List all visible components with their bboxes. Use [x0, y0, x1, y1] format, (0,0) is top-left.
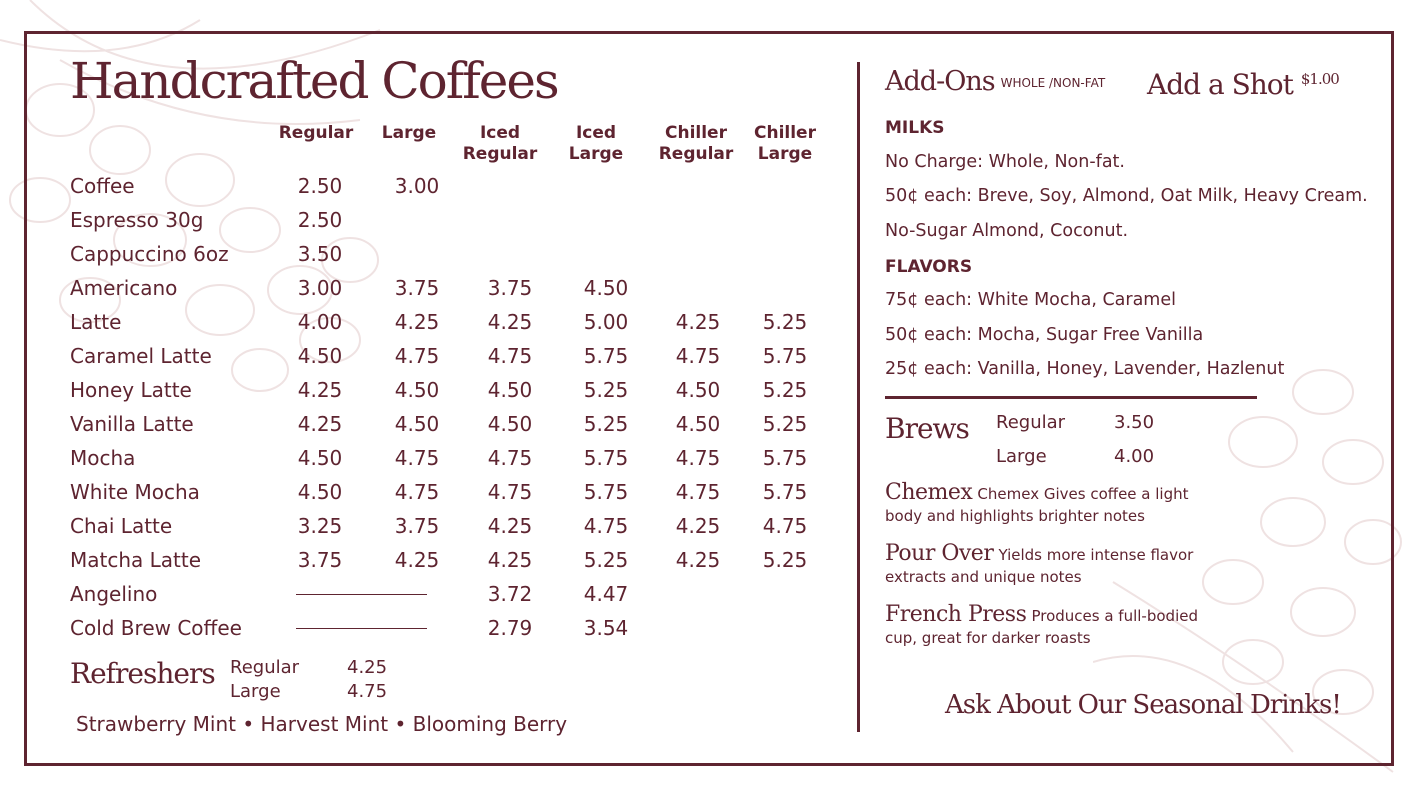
method-chemex-desc-2: body and highlights brighter notes: [885, 507, 1145, 525]
item-price: 2.79: [487, 616, 533, 640]
column-header-iced-regular: Iced Regular: [462, 123, 538, 164]
not-available-line: [296, 628, 427, 629]
item-price: 4.75: [762, 514, 808, 538]
table-row: [70, 169, 830, 203]
item-price: 4.25: [675, 548, 721, 572]
method-chemex-desc-1: Chemex Gives coffee a light: [977, 485, 1189, 503]
addons-title: [885, 66, 1105, 97]
item-price: 4.75: [675, 344, 721, 368]
column-header-large: Large: [381, 123, 437, 143]
item-price: 4.75: [487, 344, 533, 368]
item-price: 4.75: [394, 480, 440, 504]
item-name: Chai Latte: [70, 514, 173, 538]
item-price: 5.25: [583, 548, 629, 572]
refreshers-regular-label: Regular: [230, 657, 300, 678]
table-row: [70, 611, 830, 645]
method-pour-over-desc-2: extracts and unique notes: [885, 568, 1082, 586]
column-header-regular: Regular: [278, 123, 354, 143]
item-price: 4.25: [487, 514, 533, 538]
item-price: 5.25: [583, 378, 629, 402]
item-name: Cold Brew Coffee: [70, 616, 242, 640]
item-price: 5.25: [762, 412, 808, 436]
table-row: [70, 441, 830, 475]
table-row: [70, 475, 830, 509]
flavors-line-1: 75¢ each: White Mocha, Caramel: [885, 290, 1176, 310]
item-name: Mocha: [70, 446, 136, 470]
item-price: 4.50: [394, 378, 440, 402]
flavors-line-3: 25¢ each: Vanilla, Honey, Lavender, Hazlenut: [885, 359, 1285, 379]
addons-subtitle: WHOLE /NON-FAT: [1000, 75, 1106, 90]
brews-title: Brews: [885, 412, 969, 445]
milks-line-1: No Charge: Whole, Non-fat.: [885, 152, 1125, 172]
item-price: 5.25: [762, 548, 808, 572]
method-pour-over-desc-1: Yields more intense flavor: [998, 546, 1194, 564]
item-price: 5.25: [762, 378, 808, 402]
item-price: 4.75: [675, 480, 721, 504]
brews-regular-price: 3.50: [1114, 412, 1155, 433]
section-divider: [885, 396, 1257, 399]
item-name: Vanilla Latte: [70, 412, 194, 436]
item-price: 3.72: [487, 582, 533, 606]
addons-title-text: Add-Ons: [885, 66, 995, 97]
item-price: 4.50: [487, 412, 533, 436]
item-price: 3.75: [487, 276, 533, 300]
item-price: 4.00: [297, 310, 343, 334]
milks-line-3: No-Sugar Almond, Coconut.: [885, 221, 1129, 241]
item-name: Caramel Latte: [70, 344, 212, 368]
item-price: 4.25: [487, 548, 533, 572]
brews-regular-label: Regular: [996, 412, 1066, 433]
item-price: 4.75: [394, 344, 440, 368]
add-shot: [1147, 68, 1339, 101]
method-french-press-name: French Press: [885, 602, 1027, 627]
refreshers-large-label: Large: [230, 681, 281, 702]
item-price: 4.47: [583, 582, 629, 606]
item-price: 5.25: [762, 310, 808, 334]
method-chemex-name: Chemex: [885, 480, 973, 505]
item-name: Angelino: [70, 582, 158, 606]
flavors-title: FLAVORS: [885, 257, 973, 277]
method-french-press: [885, 602, 1198, 627]
item-price: 5.75: [583, 446, 629, 470]
item-price: 4.25: [675, 514, 721, 538]
item-name: Espresso 30g: [70, 208, 204, 232]
item-price: 4.25: [675, 310, 721, 334]
not-available-line: [296, 594, 427, 595]
item-price: 3.54: [583, 616, 629, 640]
item-price: 4.75: [675, 446, 721, 470]
item-price: 3.50: [297, 242, 343, 266]
item-price: 4.50: [487, 378, 533, 402]
item-price: 4.50: [583, 276, 629, 300]
table-row: [70, 407, 830, 441]
item-price: 3.00: [394, 174, 440, 198]
flavors-line-2: 50¢ each: Mocha, Sugar Free Vanilla: [885, 325, 1204, 345]
item-name: Coffee: [70, 174, 135, 198]
page-title: Handcrafted Coffees: [70, 52, 558, 110]
brews-large-price: 4.00: [1114, 446, 1155, 467]
item-name: White Mocha: [70, 480, 200, 504]
table-row: [70, 203, 830, 237]
table-row: [70, 237, 830, 271]
brews-large-label: Large: [996, 446, 1047, 467]
milks-line-2: 50¢ each: Breve, Soy, Almond, Oat Milk, Heavy Cream.: [885, 186, 1368, 206]
refreshers-regular-price: 4.25: [347, 657, 388, 678]
item-price: 3.75: [297, 548, 343, 572]
item-price: 2.50: [297, 174, 343, 198]
table-row: [70, 305, 830, 339]
item-price: 4.75: [394, 446, 440, 470]
method-pour-over-name: Pour Over: [885, 541, 994, 566]
item-price: 4.75: [487, 480, 533, 504]
table-row: [70, 509, 830, 543]
table-row: [70, 543, 830, 577]
item-price: 3.25: [297, 514, 343, 538]
item-price: 5.75: [583, 344, 629, 368]
method-french-press-desc-1: Produces a full-bodied: [1031, 607, 1198, 625]
item-price: 4.25: [487, 310, 533, 334]
item-price: 4.25: [394, 310, 440, 334]
column-header-chiller-large: Chiller Large: [754, 123, 816, 164]
item-price: 4.50: [297, 446, 343, 470]
table-row: [70, 339, 830, 373]
item-price: 4.50: [675, 412, 721, 436]
item-price: 4.50: [394, 412, 440, 436]
add-shot-label: Add a Shot: [1147, 68, 1293, 101]
item-price: 4.25: [297, 412, 343, 436]
item-price: 5.75: [583, 480, 629, 504]
item-price: 5.75: [762, 446, 808, 470]
add-shot-price: $1.00: [1300, 69, 1339, 88]
milks-title: MILKS: [885, 118, 945, 138]
item-price: 2.50: [297, 208, 343, 232]
method-pour-over: [885, 541, 1193, 566]
item-name: Honey Latte: [70, 378, 192, 402]
item-price: 5.00: [583, 310, 629, 334]
item-price: 4.50: [297, 480, 343, 504]
method-chemex: [885, 480, 1189, 505]
method-french-press-desc-2: cup, great for darker roasts: [885, 629, 1091, 647]
item-price: 4.50: [297, 344, 343, 368]
item-name: Americano: [70, 276, 178, 300]
item-price: 5.25: [583, 412, 629, 436]
refreshers-large-price: 4.75: [347, 681, 388, 702]
item-price: 3.00: [297, 276, 343, 300]
table-row: [70, 577, 830, 611]
column-header-chiller-regular: Chiller Regular: [658, 123, 734, 164]
item-name: Cappuccino 6oz: [70, 242, 229, 266]
item-price: 4.50: [675, 378, 721, 402]
item-price: 4.25: [297, 378, 343, 402]
item-price: 3.75: [394, 514, 440, 538]
table-row: [70, 373, 830, 407]
item-name: Matcha Latte: [70, 548, 202, 572]
item-price: 5.75: [762, 344, 808, 368]
refresher-flavors: Strawberry Mint • Harvest Mint • Blooming Berry: [76, 712, 568, 736]
item-price: 4.75: [583, 514, 629, 538]
refreshers-title: Refreshers: [70, 657, 215, 690]
table-row: [70, 271, 830, 305]
column-divider: [857, 62, 860, 732]
item-price: 4.25: [394, 548, 440, 572]
item-name: Latte: [70, 310, 122, 334]
item-price: 4.75: [487, 446, 533, 470]
item-price: 3.75: [394, 276, 440, 300]
column-header-iced-large: Iced Large: [568, 123, 624, 164]
item-price: 5.75: [762, 480, 808, 504]
seasonal-drinks-banner: Ask About Our Seasonal Drinks!: [945, 690, 1341, 720]
